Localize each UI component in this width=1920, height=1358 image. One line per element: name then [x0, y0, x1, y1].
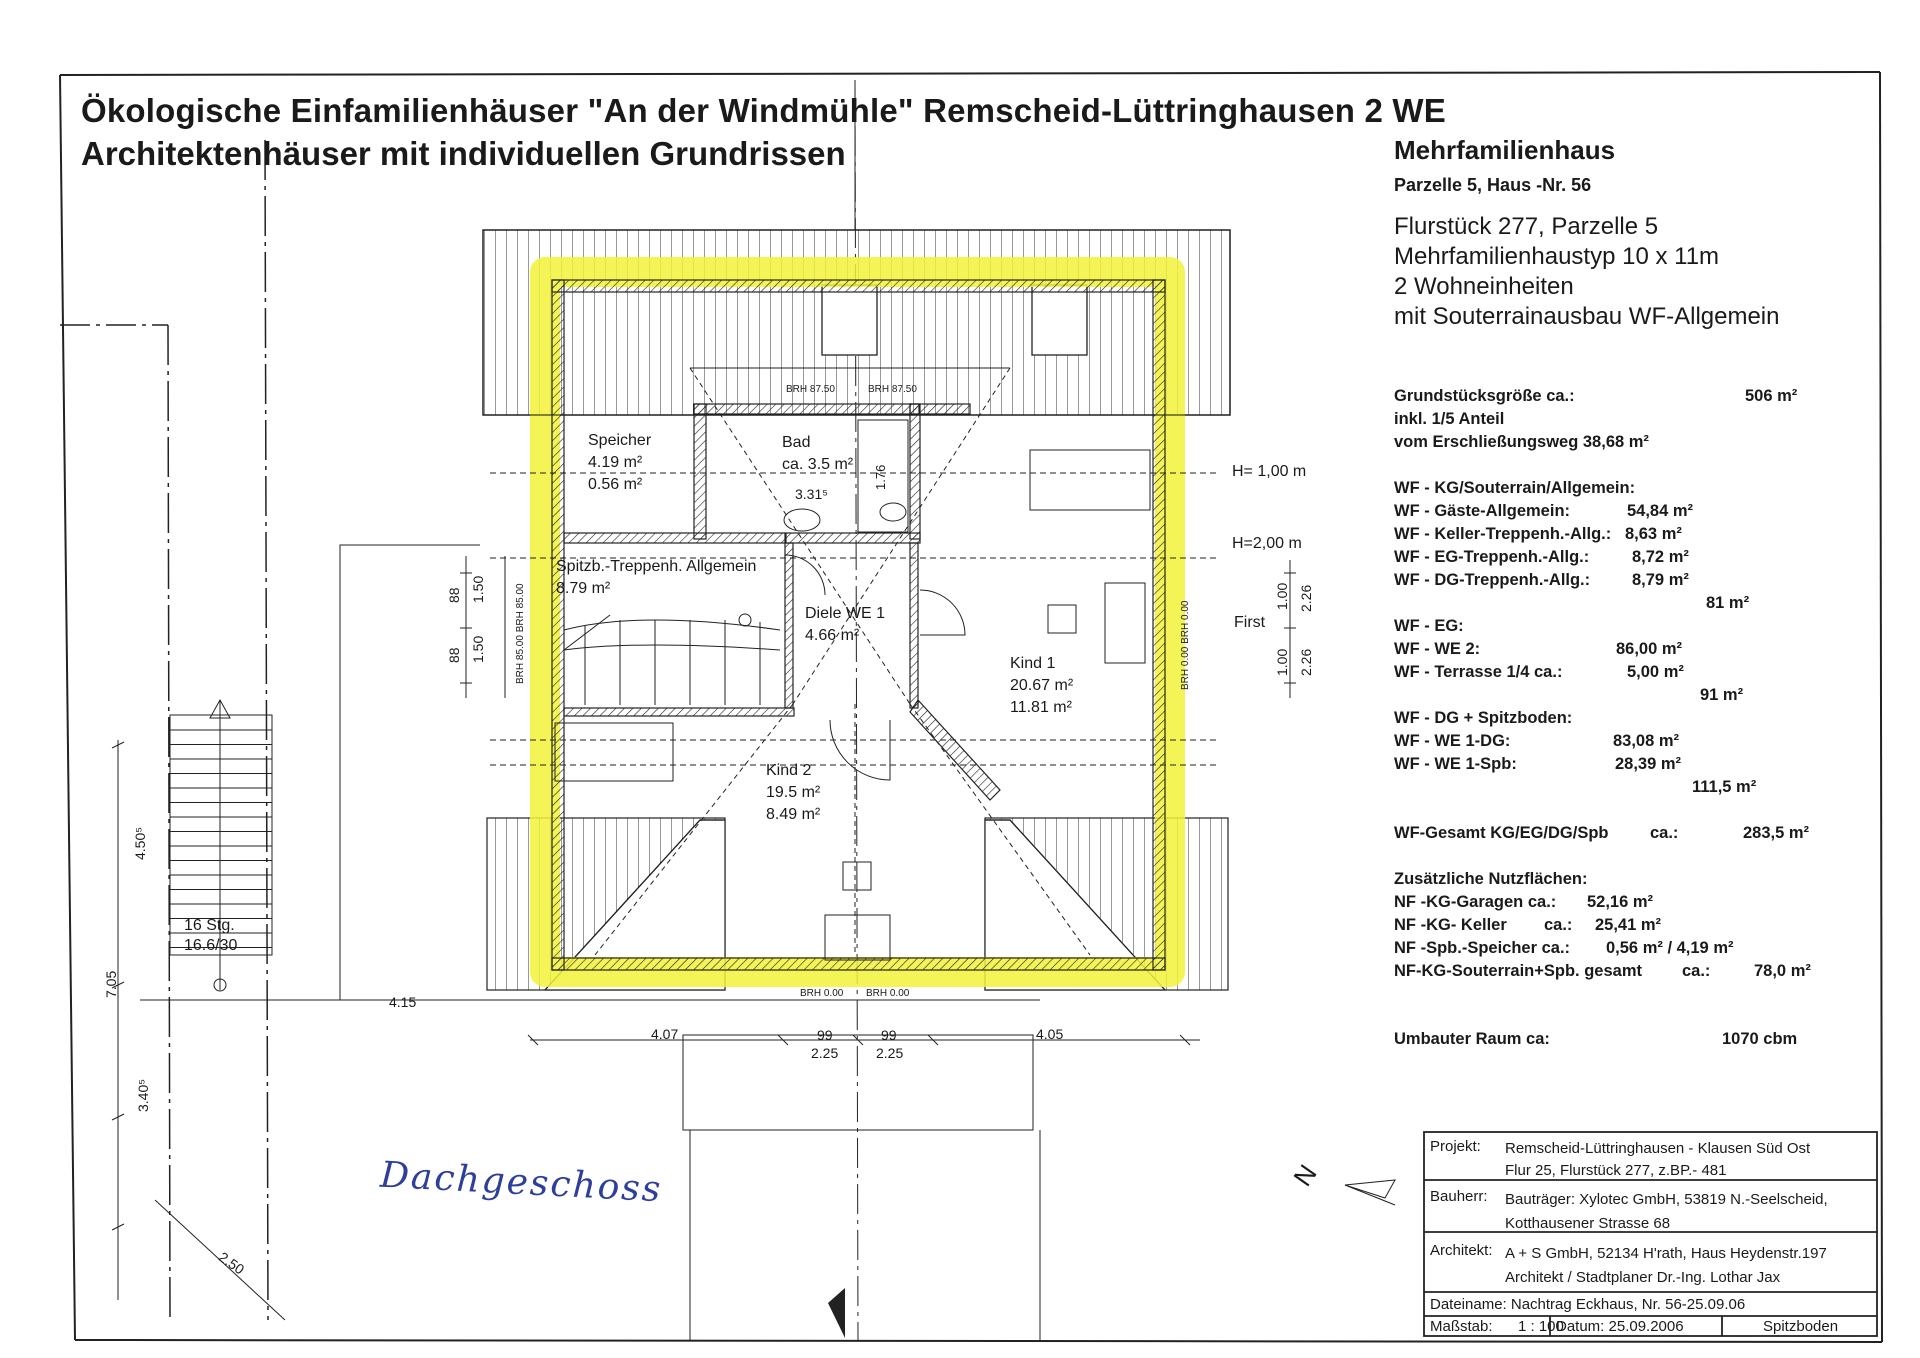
nf-label: NF -Spb.-Speicher ca.: — [1394, 939, 1571, 957]
nf-value: 0,56 m² / 4,19 m² — [1606, 939, 1734, 957]
room-diele — [805, 603, 885, 647]
total-ca: ca.: — [1650, 824, 1679, 842]
plot-value: 506 m² — [1745, 387, 1798, 405]
nf-label: NF -KG-Garagen ca.: — [1394, 893, 1557, 911]
nf-ca: ca.: — [1682, 962, 1711, 980]
area-value: 28,39 m² — [1615, 755, 1682, 773]
room-speicher — [588, 430, 651, 496]
area-value: 8,72 m² — [1632, 548, 1689, 566]
room-area: 11.81 m² — [1010, 699, 1072, 716]
height-line-label: H=2,00 m — [1232, 535, 1302, 552]
area-label: WF - DG-Treppenh.-Allg.: — [1394, 571, 1591, 589]
tb-architect-label: Architekt: — [1430, 1242, 1493, 1259]
dimension-label: 88 — [446, 587, 462, 603]
nf-label: NF -KG- Keller — [1394, 916, 1507, 934]
room-name: Diele WE 1 — [805, 605, 886, 622]
area-label: WF - WE 1-Spb: — [1394, 755, 1517, 773]
tb-architect — [1505, 1242, 1827, 1290]
tb-scale-label: Maßstab: — [1430, 1318, 1493, 1335]
window-sill-label: BRH 87.50 — [868, 384, 917, 395]
nf-value: 25,41 m² — [1595, 916, 1662, 934]
tb-project — [1505, 1138, 1810, 1182]
window-sill-label: BRH 87.50 — [786, 384, 835, 395]
dimension-label: 2.26 — [1298, 584, 1314, 612]
nf-ca: ca.: — [1544, 916, 1573, 934]
room-bad — [782, 432, 853, 476]
room-area: 0.56 m² — [588, 476, 643, 493]
window-sill-label: BRH 85.00 BRH 85.00 — [515, 583, 526, 684]
room-name: Speicher — [588, 432, 652, 449]
tb-project-label: Projekt: — [1430, 1138, 1481, 1155]
dimension-label: 2.25 — [876, 1045, 904, 1061]
room-name: Bad — [782, 434, 811, 451]
total-label: WF-Gesamt KG/EG/DG/Spb — [1394, 824, 1609, 842]
desc-line: 2 Wohneinheiten — [1394, 273, 1574, 300]
area-label: WF - WE 1-DG: — [1394, 732, 1511, 750]
window-sill-label: BRH 0.00 BRH 0.00 — [1180, 600, 1191, 690]
eg-heading: WF - EG: — [1394, 617, 1464, 635]
room-area: 8.79 m² — [556, 580, 611, 597]
plot-label: Grundstücksgröße ca.: — [1394, 387, 1575, 405]
tb-date: Datum: 25.09.2006 — [1556, 1318, 1684, 1335]
plot-note: inkl. 1/5 Anteil — [1394, 410, 1505, 428]
nf-value: 52,16 m² — [1587, 893, 1654, 911]
ridge-label: First — [1234, 614, 1266, 631]
room-stairwell — [556, 556, 756, 600]
tb-filename: Dateiname: Nachtrag Eckhaus, Nr. 56-25.09.06 — [1430, 1296, 1746, 1313]
tb-scale: 1 : 100 — [1518, 1318, 1564, 1335]
area-label: WF - EG-Treppenh.-Allg.: — [1394, 548, 1590, 566]
section-marker — [828, 1288, 845, 1338]
dimension-label: 2.25 — [811, 1045, 839, 1061]
dimension-label: 4.05 — [1036, 1026, 1064, 1042]
tb-client — [1505, 1188, 1828, 1236]
dimension-label: 1.00 — [1274, 582, 1290, 610]
tb-line: Kotthausener Strasse 68 — [1505, 1215, 1671, 1232]
building-type: Mehrfamilienhaus — [1394, 135, 1616, 165]
room-area: 20.67 m² — [1010, 677, 1074, 694]
tb-line: A + S GmbH, 52134 H'rath, Haus Heydenstr.197 — [1505, 1245, 1827, 1262]
nf-value: 78,0 m² — [1754, 962, 1811, 980]
area-value: 8,79 m² — [1632, 571, 1689, 589]
room-name: Spitzb.-Treppenh. Allgemein — [556, 558, 757, 575]
volume-label: Umbauter Raum ca: — [1394, 1030, 1550, 1048]
desc-line: Mehrfamilienhaustyp 10 x 11m — [1394, 243, 1720, 270]
area-total: 91 m² — [1700, 686, 1744, 704]
dimension-label: 99 — [817, 1027, 833, 1043]
room-area: 4.19 m² — [588, 454, 643, 471]
dimension-label: 1.00 — [1274, 648, 1290, 676]
room-area: 8.49 m² — [766, 806, 821, 823]
dimension-label: 1.50 — [470, 575, 486, 603]
area-label: WF - Terrasse 1/4 ca.: — [1394, 663, 1563, 681]
bad-dimension: 1.76 — [873, 464, 888, 490]
building-description — [1394, 212, 1780, 332]
tb-client-label: Bauherr: — [1430, 1188, 1488, 1205]
stair-ratio: 16.6/30 — [184, 937, 238, 954]
bad-dimension: 3.31⁵ — [795, 486, 829, 502]
dimension-label: 2.26 — [1298, 648, 1314, 676]
total-value: 283,5 m² — [1743, 824, 1810, 842]
area-value: 5,00 m² — [1627, 663, 1684, 681]
nf-label: NF-KG-Souterrain+Spb. gesamt — [1394, 962, 1642, 980]
dimension-label: 4.07 — [651, 1026, 679, 1042]
tb-line: Bauträger: Xylotec GmbH, 53819 N.-Seelscheid, — [1505, 1191, 1828, 1208]
room-area: ca. 3.5 m² — [782, 456, 854, 473]
kg-heading: WF - KG/Souterrain/Allgemein: — [1394, 479, 1636, 497]
plot-note: vom Erschließungsweg 38,68 m² — [1394, 433, 1649, 451]
tb-line: Flur 25, Flurstück 277, z.BP.- 481 — [1505, 1162, 1727, 1179]
dimension-label: 2.50 — [215, 1248, 248, 1278]
area-label: WF - Gäste-Allgemein: — [1394, 502, 1571, 520]
dimension-label: 88 — [446, 647, 462, 663]
room-kind2 — [766, 760, 820, 826]
tb-line: Architekt / Stadtplaner Dr.-Ing. Lothar Jax — [1505, 1269, 1781, 1286]
handwritten-floor-label: Dachgeschoss — [379, 1154, 664, 1211]
room-name: Kind 1 — [1010, 655, 1056, 672]
dg-heading: WF - DG + Spitzboden: — [1394, 709, 1573, 727]
window-sill-label: BRH 0.00 — [866, 988, 910, 999]
room-kind1 — [1010, 653, 1073, 719]
window-sill-label: BRH 0.00 — [800, 988, 844, 999]
height-line-label: H= 1,00 m — [1232, 463, 1307, 480]
dimension-label: 7.05 — [103, 970, 119, 998]
stair-count — [184, 916, 237, 956]
desc-line: Flurstück 277, Parzelle 5 — [1394, 213, 1659, 240]
area-value: 86,00 m² — [1616, 640, 1683, 658]
parcel-number: Parzelle 5, Haus -Nr. 56 — [1394, 175, 1592, 195]
north-arrow-icon: N — [1287, 1158, 1323, 1192]
page-subtitle: Architektenhäuser mit individuellen Grundrissen — [81, 135, 846, 172]
dimension-label: 4.50⁵ — [132, 826, 148, 860]
desc-line: mit Souterrainausbau WF-Allgemein — [1394, 303, 1780, 330]
area-total: 81 m² — [1706, 594, 1750, 612]
area-value: 8,63 m² — [1625, 525, 1682, 543]
room-area: 19.5 m² — [766, 784, 821, 801]
area-value: 54,84 m² — [1627, 502, 1694, 520]
room-name: Kind 2 — [766, 762, 812, 779]
tb-line: Remscheid-Lüttringhausen - Klausen Süd Ost — [1505, 1140, 1811, 1157]
dimension-label: 4.15 — [389, 994, 417, 1010]
area-label: WF - WE 2: — [1394, 640, 1481, 658]
dimension-label: 3.40⁵ — [135, 1078, 151, 1112]
volume-value: 1070 cbm — [1722, 1030, 1798, 1048]
tb-plan-name: Spitzboden — [1763, 1318, 1839, 1335]
area-value: 83,08 m² — [1613, 732, 1680, 750]
dimension-label: 99 — [881, 1027, 897, 1043]
area-label: WF - Keller-Treppenh.-Allg.: — [1394, 525, 1612, 543]
page-title: Ökologische Einfamilienhäuser "An der Windmühle" Remscheid-Lüttringhausen 2 WE — [81, 92, 1446, 129]
dimension-label: 1.50 — [470, 635, 486, 663]
room-area: 4.66 m² — [805, 627, 860, 644]
stair-steps: 16 Stg. — [184, 917, 235, 934]
area-total: 111,5 m² — [1692, 778, 1757, 796]
nf-heading: Zusätzliche Nutzflächen: — [1394, 870, 1588, 888]
